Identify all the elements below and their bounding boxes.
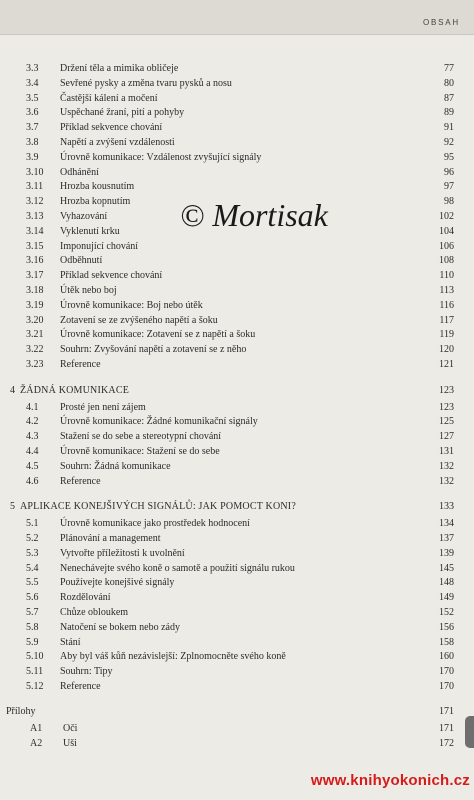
toc-entry-number: 3.15 bbox=[26, 240, 44, 252]
toc-entry-page: 127 bbox=[439, 431, 454, 443]
toc-entry-number: 5.3 bbox=[26, 547, 39, 559]
toc-entry[interactable] bbox=[0, 429, 474, 444]
toc-entry-title: Vytvořte příležitosti k uvolnění bbox=[60, 547, 185, 559]
toc-entry-number: 3.4 bbox=[26, 77, 39, 89]
toc-entry-number: 5.10 bbox=[26, 651, 44, 663]
toc-entry-page: 95 bbox=[444, 151, 454, 163]
toc-entry[interactable] bbox=[0, 313, 474, 328]
toc-entry-page: 160 bbox=[439, 651, 454, 663]
toc-entry[interactable] bbox=[0, 253, 474, 268]
toc-entry-page: 170 bbox=[439, 681, 454, 692]
toc-entry-page: 110 bbox=[439, 270, 454, 282]
toc-entry[interactable] bbox=[0, 590, 474, 605]
toc-entry-page: 148 bbox=[439, 577, 454, 589]
toc-chapter-number: 5 bbox=[10, 501, 15, 513]
toc-entry-title: Úrovně komunikace: Stažení se do sebe bbox=[60, 446, 220, 457]
toc-entry[interactable] bbox=[0, 620, 474, 635]
toc-entry-title: Úrovně komunikace: Vzdálenost zvyšující signály bbox=[60, 151, 262, 163]
toc-appendix-entry[interactable] bbox=[0, 721, 474, 736]
toc-entry-page: 149 bbox=[439, 592, 454, 604]
toc-entry-number: 4.6 bbox=[26, 475, 39, 487]
toc-entry[interactable] bbox=[0, 516, 474, 531]
toc-entry[interactable] bbox=[0, 679, 474, 694]
toc-appendix-heading-page: 171 bbox=[439, 705, 454, 717]
toc-entry-title: Imponující chování bbox=[60, 240, 139, 252]
toc-entry-title: Příklad sekvence chování bbox=[60, 122, 163, 134]
toc-entry-title: Odhánění bbox=[60, 166, 99, 178]
toc-entry-title: Reference bbox=[60, 359, 101, 370]
toc-entry[interactable] bbox=[0, 605, 474, 620]
toc-entry-title: Útěk nebo boj bbox=[60, 285, 117, 296]
toc-entry-number: 5.8 bbox=[26, 621, 39, 633]
toc-entry[interactable] bbox=[0, 120, 474, 135]
site-link[interactable]: www.knihyokonich.cz bbox=[310, 772, 470, 789]
toc-entry-title: Nenechávejte svého koně o samotě a použití signálu rukou bbox=[60, 562, 295, 574]
toc-entry-number: 3.13 bbox=[26, 211, 44, 222]
toc-entry[interactable] bbox=[0, 268, 474, 283]
toc-entry[interactable] bbox=[0, 400, 474, 415]
toc-entry[interactable] bbox=[0, 357, 474, 372]
toc-entry-number: 5.2 bbox=[26, 533, 39, 544]
toc-entry-number: 3.21 bbox=[26, 329, 44, 341]
toc-appendix-entry-number: A2 bbox=[30, 738, 43, 750]
toc-entry-page: 98 bbox=[444, 196, 454, 208]
page-edge-tab bbox=[465, 716, 474, 748]
toc-chapter[interactable] bbox=[0, 499, 474, 514]
toc-entry-number: 5.9 bbox=[26, 636, 39, 648]
toc-entry-number: 3.17 bbox=[26, 270, 44, 282]
toc-entry-title: Aby byl váš kůň nezávislejší: Zplnomocněte svého koně bbox=[60, 651, 286, 663]
toc-entry[interactable] bbox=[0, 546, 474, 561]
copyright-watermark: © Mortisak bbox=[180, 197, 328, 233]
toc-entry-title: Reference bbox=[60, 681, 101, 692]
toc-entry-page: 131 bbox=[439, 446, 454, 457]
toc-entry-number: 3.9 bbox=[26, 151, 39, 163]
toc-chapter-title: APLIKACE KONEJŠIVÝCH SIGNÁLŮ: JAK POMOCT KONI? bbox=[20, 501, 296, 513]
toc-entry-page: 139 bbox=[439, 547, 454, 559]
toc-entry-page: 121 bbox=[439, 359, 454, 370]
toc-entry[interactable] bbox=[0, 239, 474, 254]
toc-appendix-entry-title: Oči bbox=[63, 722, 78, 734]
toc-entry-title: Stání bbox=[60, 636, 81, 648]
toc-entry-title: Hrozba kopnutím bbox=[60, 196, 131, 208]
toc-entry[interactable] bbox=[0, 150, 474, 165]
running-head: OBSAH bbox=[422, 18, 460, 27]
toc-entry-page: 134 bbox=[439, 518, 454, 530]
toc-entry-page: 158 bbox=[439, 636, 454, 648]
toc-entry-number: 4.3 bbox=[26, 431, 39, 443]
toc-entry[interactable] bbox=[0, 561, 474, 576]
toc-entry-number: 5.6 bbox=[26, 592, 39, 604]
toc-entry[interactable] bbox=[0, 444, 474, 459]
toc-entry-page: 116 bbox=[439, 299, 454, 311]
toc-entry-title: Hrozba kousnutím bbox=[60, 181, 135, 193]
toc-entry-number: 3.10 bbox=[26, 166, 44, 178]
toc-entry-number: 3.22 bbox=[26, 344, 44, 356]
toc-entry[interactable] bbox=[0, 327, 474, 342]
toc-entry-number: 4.5 bbox=[26, 460, 39, 472]
toc-entry-page: 80 bbox=[444, 77, 454, 89]
toc-entry-title: Sevřené pysky a změna tvaru pysků a nosu bbox=[60, 77, 232, 89]
toc-appendix-heading[interactable] bbox=[0, 704, 474, 719]
header-band bbox=[0, 0, 474, 34]
toc-entry-page: 132 bbox=[439, 460, 454, 472]
toc-entry-number: 5.7 bbox=[26, 607, 39, 618]
toc-entry-number: 3.20 bbox=[26, 314, 44, 326]
toc-entry-number: 3.12 bbox=[26, 196, 44, 208]
toc-entry-number: 4.1 bbox=[26, 401, 39, 413]
toc-chapter[interactable] bbox=[0, 383, 474, 398]
toc-entry-title: Úrovně komunikace: Zotavení se z napětí a šoku bbox=[60, 329, 256, 341]
toc-entry-title: Vyklenutí krku bbox=[60, 225, 120, 237]
toc-entry-page: 152 bbox=[439, 607, 454, 618]
toc-chapter-page: 133 bbox=[439, 501, 454, 513]
toc-entry-number: 5.5 bbox=[26, 577, 39, 589]
toc-entry-title: Souhrn: Tipy bbox=[60, 666, 113, 678]
toc-entry-number: 3.8 bbox=[26, 137, 39, 148]
toc-entry-page: 123 bbox=[439, 401, 454, 413]
toc-entry-number: 3.18 bbox=[26, 285, 44, 296]
toc-appendix-entry[interactable] bbox=[0, 736, 474, 751]
header-divider bbox=[0, 34, 474, 35]
toc-entry-title: Napětí a zvýšení vzdálenosti bbox=[60, 137, 175, 148]
toc-entry-page: 125 bbox=[439, 416, 454, 428]
toc-appendix-heading-title: Přílohy bbox=[6, 705, 36, 717]
toc-entry[interactable] bbox=[0, 179, 474, 194]
toc-entry-number: 3.5 bbox=[26, 92, 39, 104]
toc-entry-page: 145 bbox=[439, 562, 454, 574]
toc-entry-page: 87 bbox=[444, 92, 454, 104]
toc-entry-page: 92 bbox=[444, 137, 454, 148]
toc-entry-number: 4.4 bbox=[26, 446, 39, 457]
toc-entry-page: 106 bbox=[439, 240, 454, 252]
toc-entry-number: 5.11 bbox=[26, 666, 44, 678]
toc-entry-title: Zotavení se ze zvýšeného napětí a šoku bbox=[60, 314, 218, 326]
toc-entry-page: 89 bbox=[444, 107, 454, 119]
toc-entry-title: Rozdělování bbox=[60, 592, 111, 604]
toc-entry[interactable] bbox=[0, 664, 474, 679]
toc-entry-title: Používejte konejšivé signály bbox=[60, 577, 175, 589]
toc-entry-page: 132 bbox=[439, 475, 454, 487]
toc-entry[interactable] bbox=[0, 531, 474, 546]
toc-entry-title: Souhrn: Zvyšování napětí a zotavení se z něho bbox=[60, 344, 247, 356]
toc-entry-page: 117 bbox=[439, 314, 454, 326]
toc-appendix-entry-title: Uši bbox=[63, 738, 77, 750]
toc-entry-page: 104 bbox=[439, 225, 454, 237]
toc-entry-title: Častější kálení a močení bbox=[60, 92, 158, 104]
toc-entry-page: 96 bbox=[444, 166, 454, 178]
toc-entry-number: 3.23 bbox=[26, 359, 44, 370]
toc-entry-page: 77 bbox=[444, 63, 454, 74]
toc-entry-title: Prosté jen není zájem bbox=[60, 401, 146, 413]
toc-chapter-page: 123 bbox=[439, 384, 454, 396]
toc-entry-title: Držení těla a mimika obličeje bbox=[60, 63, 179, 74]
toc-entry[interactable] bbox=[0, 165, 474, 180]
toc-entry-number: 5.12 bbox=[26, 681, 44, 692]
toc-entry[interactable] bbox=[0, 91, 474, 106]
toc-entry[interactable] bbox=[0, 459, 474, 474]
toc-entry[interactable] bbox=[0, 474, 474, 489]
toc-appendix-entry-page: 172 bbox=[439, 738, 454, 750]
toc-entry-title: Stažení se do sebe a stereotypní chování bbox=[60, 431, 222, 443]
toc-entry-number: 5.4 bbox=[26, 562, 39, 574]
toc-entry[interactable] bbox=[0, 575, 474, 590]
toc-entry-number: 3.16 bbox=[26, 255, 44, 267]
toc-entry[interactable] bbox=[0, 635, 474, 650]
toc-entry-page: 113 bbox=[439, 285, 454, 296]
toc-entry[interactable] bbox=[0, 61, 474, 76]
toc-entry-title: Úrovně komunikace: Žádné komunikační signály bbox=[60, 416, 258, 428]
toc-entry-page: 120 bbox=[439, 344, 454, 356]
toc-entry-number: 3.6 bbox=[26, 107, 39, 119]
toc-entry-page: 137 bbox=[439, 533, 454, 544]
toc-chapter-title: ŽÁDNÁ KOMUNIKACE bbox=[20, 384, 130, 396]
toc-entry-number: 3.11 bbox=[26, 181, 44, 193]
toc-entry-number: 5.1 bbox=[26, 518, 39, 530]
toc-entry-page: 97 bbox=[444, 181, 454, 193]
toc-entry-title: Reference bbox=[60, 475, 101, 487]
toc-entry-title: Příklad sekvence chování bbox=[60, 270, 163, 282]
toc-entry[interactable] bbox=[0, 135, 474, 150]
toc-appendix-entry-number: A1 bbox=[30, 722, 43, 734]
toc-entry-title: Úrovně komunikace jako prostředek hodnocení bbox=[60, 518, 250, 530]
toc-entry-page: 156 bbox=[439, 621, 454, 633]
toc-entry[interactable] bbox=[0, 414, 474, 429]
toc-entry-title: Plánování a management bbox=[60, 533, 161, 544]
toc-entry-title: Vyhazování bbox=[60, 211, 108, 222]
toc-entry-title: Odběhnutí bbox=[60, 255, 103, 267]
toc-entry[interactable] bbox=[0, 76, 474, 91]
toc-entry-title: Souhrn: Žádná komunikace bbox=[60, 460, 171, 472]
toc-chapter-number: 4 bbox=[10, 384, 15, 396]
toc-entry[interactable] bbox=[0, 298, 474, 313]
toc-entry-page: 102 bbox=[439, 211, 454, 222]
toc-entry-page: 170 bbox=[439, 666, 454, 678]
toc-entry-page: 91 bbox=[444, 122, 454, 134]
toc-entry[interactable] bbox=[0, 105, 474, 120]
toc-entry[interactable] bbox=[0, 283, 474, 298]
toc-appendix-entry-page: 171 bbox=[439, 722, 454, 734]
toc-entry-number: 4.2 bbox=[26, 416, 39, 428]
toc-entry-title: Chůze obloukem bbox=[60, 607, 129, 618]
toc-entry-number: 3.7 bbox=[26, 122, 39, 134]
toc-entry-title: Úrovně komunikace: Boj nebo útěk bbox=[60, 299, 203, 311]
toc-entry[interactable] bbox=[0, 342, 474, 357]
toc-entry-title: Uspěchané žraní, pití a pohyby bbox=[60, 107, 185, 119]
toc-entry-number: 3.3 bbox=[26, 63, 39, 74]
toc-entry-number: 3.19 bbox=[26, 299, 44, 311]
toc-entry-title: Natočení se bokem nebo zády bbox=[60, 621, 180, 633]
toc-entry-page: 108 bbox=[439, 255, 454, 267]
toc-entry[interactable] bbox=[0, 649, 474, 664]
toc-entry-number: 3.14 bbox=[26, 225, 44, 237]
toc-entry-page: 119 bbox=[439, 329, 454, 341]
